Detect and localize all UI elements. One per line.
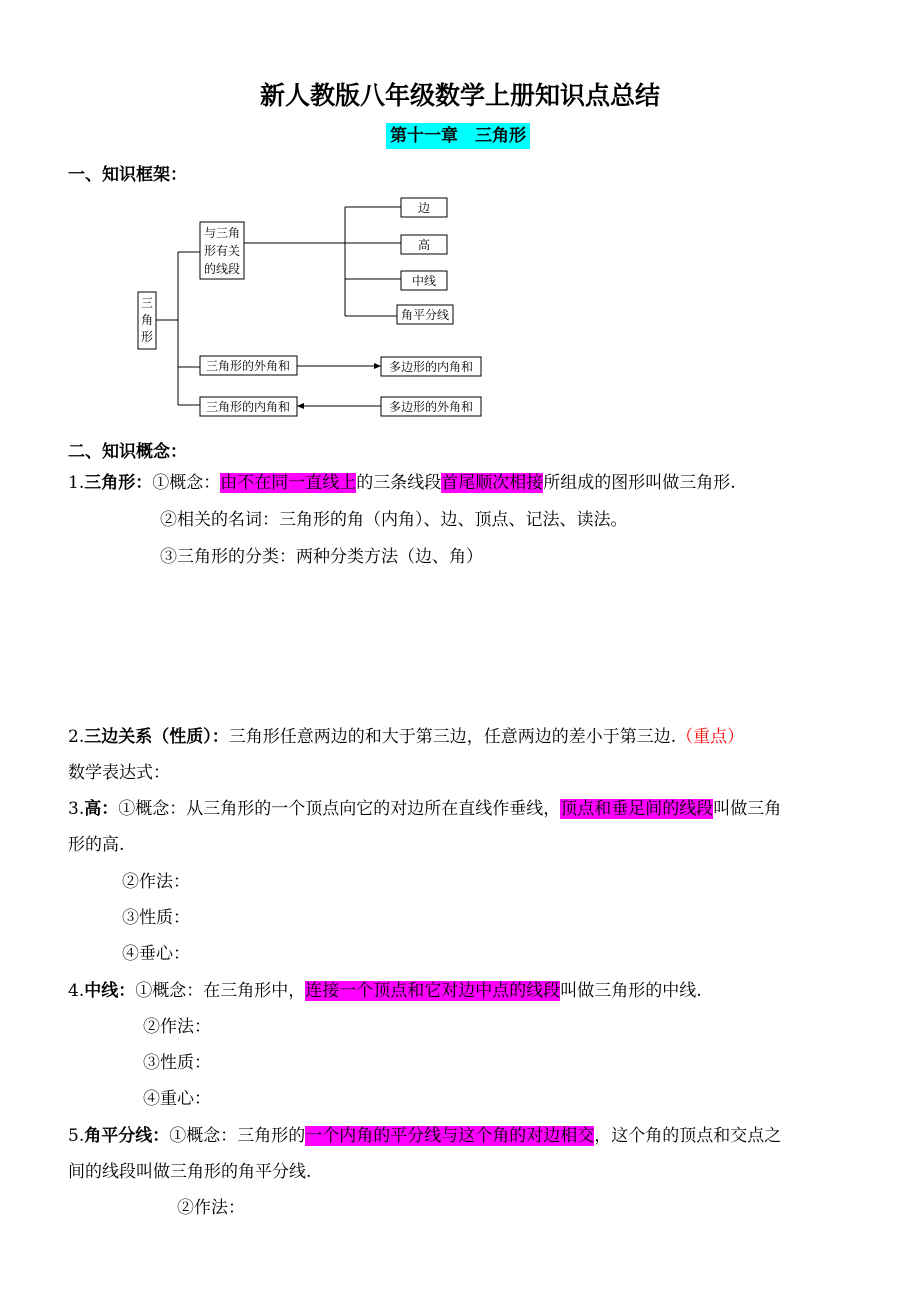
item-1-related-terms: ②相关的名词：三角形的角（内角）、边、顶点、记法、读法。 xyxy=(160,510,628,530)
item-4-heading: 中线： xyxy=(84,981,136,1001)
chapter-title: 第十一章 三角形 xyxy=(386,123,530,149)
item-5-continuation: 间的线段叫做三角形的角平分线. xyxy=(68,1162,312,1182)
item-4-concept xyxy=(68,979,702,1003)
item-5-highlight: 一个内角的平分线与这个角的对边相交 xyxy=(305,1126,595,1146)
edge-label: 边 xyxy=(417,201,431,215)
item-3-property: ③性质： xyxy=(122,908,190,928)
root-char-3: 形 xyxy=(140,330,154,344)
item-4-text-2: 叫做三角形的中线. xyxy=(560,981,702,1001)
bisector-label: 角平分线 xyxy=(400,308,450,322)
item-5-text-2: ，这个角的顶点和交点之 xyxy=(594,1126,782,1146)
segments-group-line-3: 的线段 xyxy=(203,262,241,276)
item-3-orthocenter: ④垂心： xyxy=(122,944,190,964)
segments-group-line-1: 与三角 xyxy=(203,226,241,240)
item-1-text-2: 的三条线段 xyxy=(356,473,442,493)
item-1-text: ①概念： xyxy=(152,473,221,493)
item-3-highlight: 顶点和垂足间的线段 xyxy=(560,799,714,819)
item-5-heading: 角平分线： xyxy=(84,1126,170,1146)
item-4-number: 4. xyxy=(68,981,85,1001)
item-4-method: ②作法： xyxy=(143,1017,211,1037)
exterior-label: 三角形的外角和 xyxy=(205,359,291,373)
item-5-concept xyxy=(68,1124,781,1148)
item-3-heading: 高： xyxy=(84,799,119,819)
polygon-interior-label: 多边形的内角和 xyxy=(388,360,474,374)
polygon-exterior-label: 多边形的外角和 xyxy=(388,400,474,414)
root-char-2: 角 xyxy=(140,313,154,327)
item-1-number: 1. xyxy=(68,473,85,493)
section-framework-heading: 一、知识框架： xyxy=(68,165,187,185)
item-2-number: 2. xyxy=(68,727,85,747)
item-2-expression: 数学表达式： xyxy=(68,763,170,783)
page-title: 新人教版八年级数学上册知识点总结 xyxy=(259,81,660,110)
height-label: 高 xyxy=(417,238,431,252)
knowledge-framework-diagram xyxy=(0,0,920,430)
item-1-heading: 三角形： xyxy=(84,473,153,493)
item-4-property: ③性质： xyxy=(143,1053,211,1073)
item-2-triangle-inequality xyxy=(68,725,744,749)
item-1-text-3: 所组成的图形叫做三角形. xyxy=(543,473,736,493)
item-4-text: ①概念：在三角形中， xyxy=(135,981,306,1001)
item-4-highlight: 连接一个顶点和它对边中点的线段 xyxy=(305,981,561,1001)
root-char-1: 三 xyxy=(140,296,154,310)
item-5-text: ①概念：三角形的 xyxy=(169,1126,306,1146)
item-1-highlight-1: 由不在同一直线上 xyxy=(220,473,357,493)
item-4-centroid: ④重心： xyxy=(143,1089,211,1109)
item-3-number: 3. xyxy=(68,799,85,819)
item-3-text: ①概念：从三角形的一个顶点向它的对边所在直线作垂线， xyxy=(118,799,561,819)
item-3-continuation: 形的高. xyxy=(68,835,125,855)
section-concepts-heading: 二、知识概念： xyxy=(68,442,187,462)
item-2-heading: 三边关系（性质）： xyxy=(84,727,229,747)
interior-label: 三角形的内角和 xyxy=(205,400,291,414)
item-3-method: ②作法： xyxy=(122,872,190,892)
item-1-concept xyxy=(68,471,736,495)
item-2-text: 三角形任意两边的和大于第三边，任意两边的差小于第三边. xyxy=(228,727,677,747)
item-3-concept xyxy=(68,797,781,821)
item-5-number: 5. xyxy=(68,1126,85,1146)
key-point-mark: （重点） xyxy=(676,727,745,747)
item-1-highlight-2: 首尾顺次相接 xyxy=(441,473,544,493)
item-3-text-2: 叫做三角 xyxy=(713,799,782,819)
item-1-classification: ③三角形的分类：两种分类方法（边、角） xyxy=(160,547,483,567)
item-5-method: ②作法： xyxy=(177,1198,245,1218)
median-label: 中线 xyxy=(411,274,437,288)
segments-group-line-2: 形有关 xyxy=(203,244,241,258)
